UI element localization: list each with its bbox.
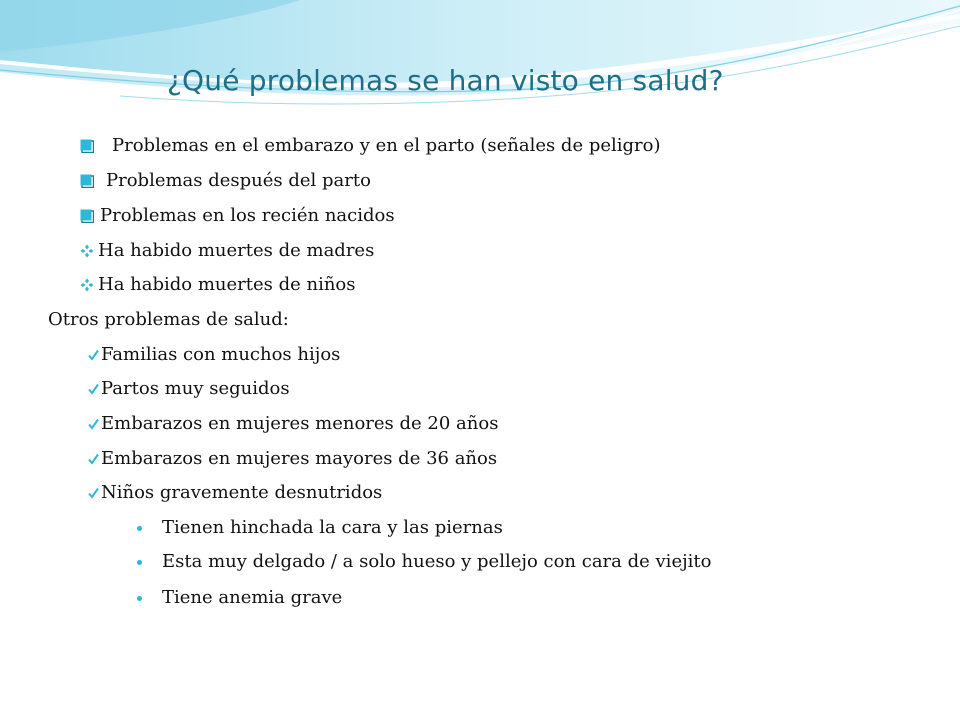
check-icon <box>88 453 99 465</box>
list-item <box>88 413 498 435</box>
list-item <box>80 274 356 296</box>
sub-list-item <box>137 517 503 539</box>
sub-list-item <box>137 551 712 573</box>
list-item-label: Ha habido muertes de niños <box>98 274 356 295</box>
list-item <box>88 378 290 400</box>
sub-list-item-label: Tiene anemia grave <box>162 587 343 608</box>
sub-list-item <box>137 587 342 609</box>
dot-bullet-icon <box>137 526 142 531</box>
list-item-label: Familias con muchos hijos <box>101 344 341 365</box>
slide-title: ¿Qué problemas se han visto en salud? <box>167 64 724 97</box>
square-bullet-icon <box>80 139 94 153</box>
list-item <box>88 344 340 366</box>
square-bullet-icon <box>80 209 94 223</box>
diamond-bullet-icon <box>80 278 94 292</box>
list-item-label: Partos muy seguidos <box>101 378 290 399</box>
list-item-label: Ha habido muertes de madres <box>98 240 375 261</box>
list-item <box>80 240 374 262</box>
list-item-label: Niños gravemente desnutridos <box>101 482 383 503</box>
list-item <box>80 170 371 192</box>
list-item-label: Embarazos en mujeres mayores de 36 años <box>101 448 498 469</box>
diamond-bullet-icon <box>80 244 94 258</box>
list-item <box>80 205 395 227</box>
list-item-label: Embarazos en mujeres menores de 20 años <box>101 413 499 434</box>
check-icon <box>88 418 99 430</box>
list-item <box>88 448 497 470</box>
sub-list-item-label: Tienen hinchada la cara y las piernas <box>162 517 503 538</box>
list-item <box>80 135 661 157</box>
square-bullet-icon <box>80 174 94 188</box>
list-item-label: Problemas después del parto <box>106 170 371 191</box>
check-icon <box>88 487 99 499</box>
check-icon <box>88 383 99 395</box>
list-item-label: Problemas en los recién nacidos <box>100 205 395 226</box>
list-item-label: Problemas en el embarazo y en el parto (señales de peligro) <box>112 135 661 156</box>
dot-bullet-icon <box>137 560 142 565</box>
check-icon <box>88 349 99 361</box>
list-item <box>88 482 382 504</box>
section-heading-label: Otros problemas de salud: <box>48 309 289 330</box>
sub-list-item-label: Esta muy delgado / a solo hueso y pellejo con cara de viejito <box>162 551 712 572</box>
section-heading <box>48 309 289 331</box>
dot-bullet-icon <box>137 596 142 601</box>
